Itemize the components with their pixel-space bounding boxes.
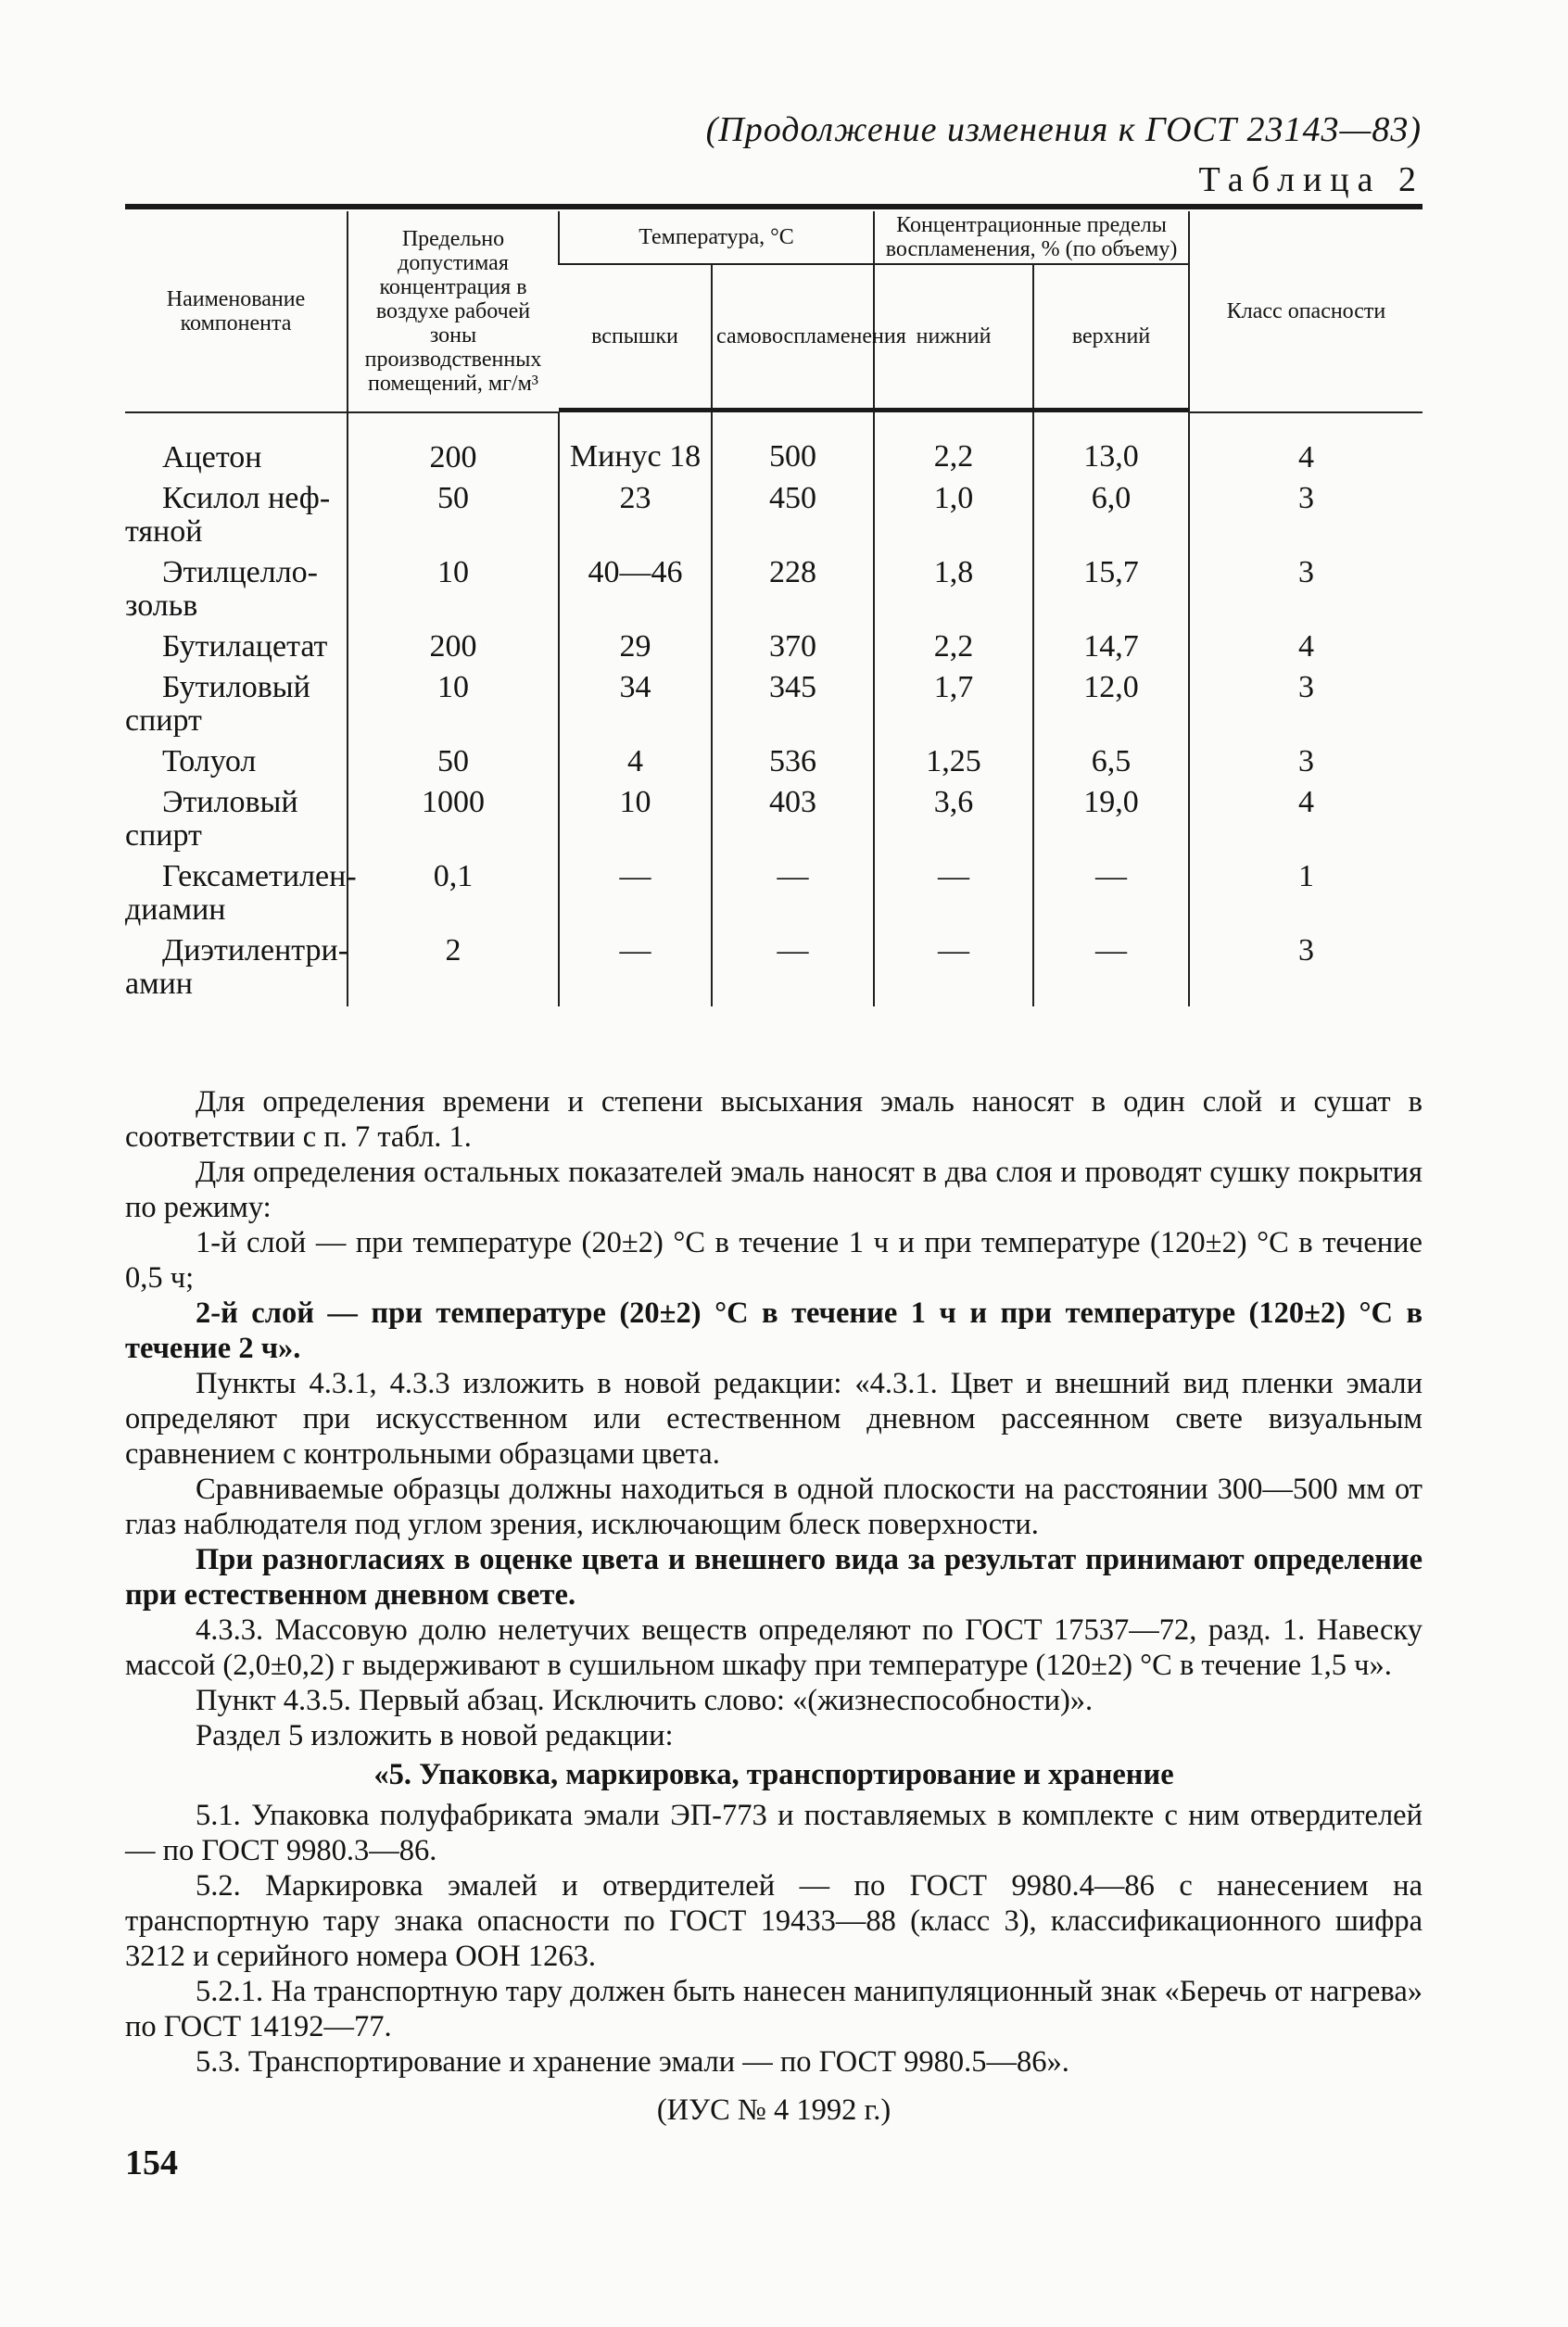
- component-name: [125, 669, 348, 743]
- name-line: Бутилацетат: [162, 629, 328, 664]
- upper-limit-value: —: [1033, 932, 1189, 1006]
- page-number: 154: [125, 2144, 178, 2182]
- hazard-class-value: 1: [1189, 858, 1423, 932]
- autoignition-value: —: [712, 932, 874, 1006]
- hazard-class-value: 3: [1189, 743, 1423, 784]
- mpc-value: 10: [348, 669, 559, 743]
- component-name: [125, 412, 348, 480]
- component-name: [125, 743, 348, 784]
- paragraph: Пункт 4.3.5. Первый абзац. Исключить слово: «(жизнеспособности)».: [196, 1684, 1094, 1717]
- table-row: [125, 412, 1423, 480]
- upper-limit-value: 15,7: [1033, 554, 1189, 628]
- upper-limit-value: 6,5: [1033, 743, 1189, 784]
- hazard-class-value: 3: [1189, 480, 1423, 554]
- mpc-value: 2: [348, 932, 559, 1006]
- name-line: диамин: [125, 892, 226, 927]
- table-row: [125, 932, 1423, 1006]
- component-name: [125, 932, 348, 1006]
- upper-limit-value: 19,0: [1033, 784, 1189, 858]
- name-line: зольв: [125, 588, 198, 623]
- name-line: Ксилол неф-: [162, 481, 331, 515]
- hazard-table: [125, 211, 1423, 1006]
- paragraph: Для определения остальных показателей эмаль наносят в два слоя и проводят сушку покрытия по режиму:: [125, 1156, 1423, 1224]
- name-line: Толуол: [162, 744, 257, 778]
- hazard-class-value: 3: [1189, 669, 1423, 743]
- component-name: [125, 554, 348, 628]
- lower-limit-value: —: [874, 858, 1033, 932]
- upper-limit-value: 12,0: [1033, 669, 1189, 743]
- paragraph: Раздел 5 изложить в новой редакции:: [196, 1719, 674, 1752]
- table-row: [125, 669, 1423, 743]
- mpc-value: 10: [348, 554, 559, 628]
- autoignition-value: 403: [712, 784, 874, 858]
- mpc-value: 50: [348, 480, 559, 554]
- upper-limit-value: 14,7: [1033, 628, 1189, 669]
- name-line: амин: [125, 967, 193, 1001]
- mpc-value: 0,1: [348, 858, 559, 932]
- autoignition-value: 345: [712, 669, 874, 743]
- upper-limit-value: —: [1033, 858, 1189, 932]
- name-line: Диэтилентри-: [162, 933, 349, 967]
- page-header: (Продолжение изменения к ГОСТ 23143—83): [705, 110, 1422, 149]
- flash-value: Минус 18: [559, 412, 712, 480]
- mpc-value: 200: [348, 628, 559, 669]
- flash-value: 40—46: [559, 554, 712, 628]
- paragraph: 1-й слой — при температуре (20±2) °С в течение 1 ч и при температуре (120±2) °С в течение 0,5 ч;: [125, 1226, 1423, 1295]
- body-text: [125, 1084, 1423, 2128]
- lower-limit-value: 2,2: [874, 628, 1033, 669]
- table-row: [125, 743, 1423, 784]
- flash-value: 10: [559, 784, 712, 858]
- lower-limit-value: 1,8: [874, 554, 1033, 628]
- hazard-class-value: 4: [1189, 784, 1423, 858]
- flash-value: 29: [559, 628, 712, 669]
- lower-limit-value: 3,6: [874, 784, 1033, 858]
- table-row: [125, 858, 1423, 932]
- hazard-table-container: [125, 204, 1423, 1006]
- name-line: Этиловый: [162, 785, 298, 819]
- autoignition-value: —: [712, 858, 874, 932]
- flash-value: —: [559, 932, 712, 1006]
- paragraph: Пункты 4.3.1, 4.3.3 изложить в новой редакции: «4.3.1. Цвет и внешний вид пленки эмали определяют при искусственном или естественном дневном рассеянном свете визуальным сравнением с контрольными образцами цвета.: [125, 1367, 1423, 1471]
- hazard-class-value: 4: [1189, 412, 1423, 480]
- lower-limit-value: 2,2: [874, 412, 1033, 480]
- autoignition-value: 536: [712, 743, 874, 784]
- paragraph: 5.2.1. На транспортную тару должен быть нанесен манипуляционный знак «Беречь от нагрева» по ГОСТ 14192—77.: [125, 1975, 1423, 2043]
- ius-reference: (ИУС № 4 1992 г.): [656, 2093, 891, 2127]
- header-upper: верхний: [1033, 264, 1189, 411]
- table-row: [125, 554, 1423, 628]
- header-mpc: Предельно допустимая концентрация в воздухе рабочей зоны производственных помещений, мг/м³: [348, 211, 559, 412]
- paragraph: При разногласиях в оценке цвета и внешнего вида за результат принимают определение при естественном дневном свете.: [125, 1543, 1423, 1612]
- mpc-value: 50: [348, 743, 559, 784]
- flash-value: 4: [559, 743, 712, 784]
- header-autoignition: самовоспламенения: [712, 264, 874, 411]
- paragraph: 4.3.3. Массовую долю нелетучих веществ определяют по ГОСТ 17537—72, разд. 1. Навеску массой (2,0±0,2) г выдерживают в сушильном шкафу при температуре (120±2) °С в течение 1,5 ч».: [125, 1613, 1423, 1682]
- component-name: [125, 858, 357, 932]
- autoignition-value: 450: [712, 480, 874, 554]
- header-name: Наименование компонента: [125, 211, 348, 412]
- section-heading: «5. Упаковка, маркировка, транспортирование и хранение: [373, 1758, 1174, 1791]
- name-line: Ацетон: [162, 440, 262, 474]
- paragraph: Для определения времени и степени высыхания эмаль наносят в один слой и сушат в соответствии с п. 7 табл. 1.: [125, 1085, 1423, 1154]
- table-top-rule: [125, 204, 1423, 209]
- header-flash: вспышки: [559, 264, 712, 411]
- paragraph: Сравниваемые образцы должны находиться в одной плоскости на расстоянии 300—500 мм от глаз наблюдателя под углом зрения, исключающим блеск поверхности.: [125, 1473, 1423, 1541]
- autoignition-value: 228: [712, 554, 874, 628]
- paragraph: 5.1. Упаковка полуфабриката эмали ЭП-773 и поставляемых в комплекте с ним отвердителей — по ГОСТ 9980.3—86.: [125, 1799, 1423, 1867]
- table-row: [125, 480, 1423, 554]
- table-row: [125, 628, 1423, 669]
- header-hazard-class: Класс опасности: [1189, 211, 1423, 412]
- lower-limit-value: 1,7: [874, 669, 1033, 743]
- paragraph: 5.3. Транспортирование и хранение эмали — по ГОСТ 9980.5—86».: [196, 2045, 1069, 2079]
- autoignition-value: 370: [712, 628, 874, 669]
- name-line: тяной: [125, 514, 203, 549]
- mpc-value: 1000: [348, 784, 559, 858]
- lower-limit-value: 1,25: [874, 743, 1033, 784]
- name-line: спирт: [125, 703, 202, 738]
- component-name: [125, 480, 348, 554]
- flash-value: —: [559, 858, 712, 932]
- name-line: Этилцелло-: [162, 555, 319, 589]
- header-temperature: Температура, °С: [559, 211, 874, 264]
- component-name: [125, 628, 348, 669]
- paragraph: 5.2. Маркировка эмалей и отвердителей — по ГОСТ 9980.4—86 с нанесением на транспортную тару знака опасности по ГОСТ 19433—88 (класс 3), классификационного шифра 3212 и серийного номера ООН 1263.: [125, 1869, 1423, 1973]
- lower-limit-value: —: [874, 932, 1033, 1006]
- name-line: Гексаметилен-: [162, 859, 357, 893]
- upper-limit-value: 13,0: [1033, 412, 1189, 480]
- header-lower: нижний: [874, 264, 1033, 411]
- hazard-class-value: 3: [1189, 932, 1423, 1006]
- flash-value: 23: [559, 480, 712, 554]
- header-limits: Концентрационные пределы воспламенения, % (по объему): [874, 211, 1189, 264]
- upper-limit-value: 6,0: [1033, 480, 1189, 554]
- table-row: [125, 784, 1423, 858]
- flash-value: 34: [559, 669, 712, 743]
- mpc-value: 200: [348, 412, 559, 480]
- autoignition-value: 500: [712, 412, 874, 480]
- component-name: [125, 784, 348, 858]
- hazard-class-value: 4: [1189, 628, 1423, 669]
- lower-limit-value: 1,0: [874, 480, 1033, 554]
- table-caption: Таблица 2: [1198, 160, 1424, 199]
- hazard-class-value: 3: [1189, 554, 1423, 628]
- paragraph: 2-й слой — при температуре (20±2) °С в течение 1 ч и при температуре (120±2) °С в течение 2 ч».: [125, 1296, 1423, 1365]
- name-line: спирт: [125, 818, 202, 853]
- name-line: Бутиловый: [162, 670, 310, 704]
